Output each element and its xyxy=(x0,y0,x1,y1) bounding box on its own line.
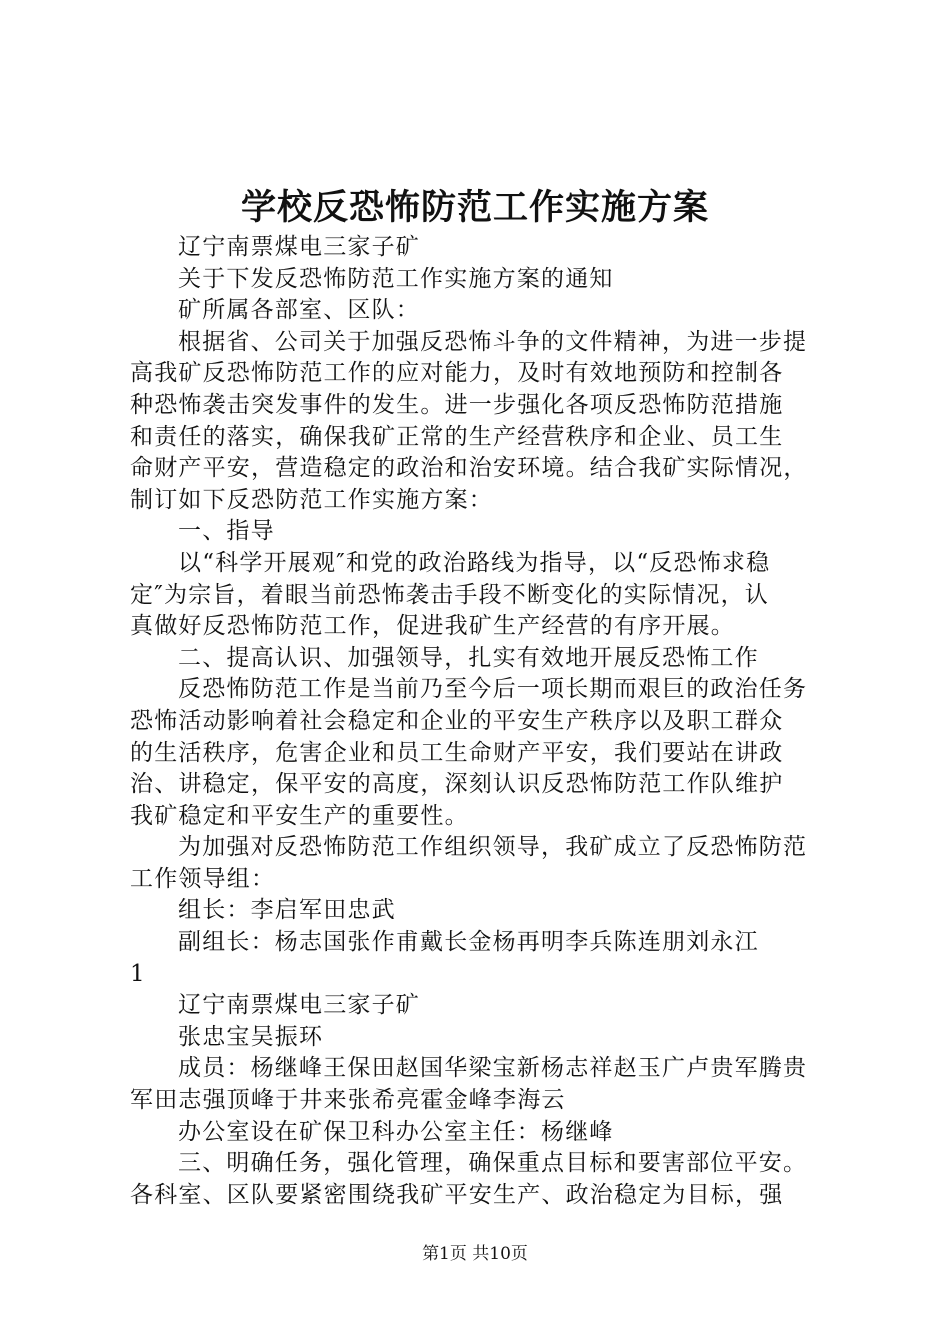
text-line: 一、指导 xyxy=(178,518,275,545)
text-line: 种恐怖袭击突发事件的发生。进一步强化各项反恐怖防范措施 xyxy=(130,391,784,418)
text-line: 我矿稳定和平安生产的重要性。 xyxy=(130,802,469,829)
text-line: 二、提高认识、加强领导，扎实有效地开展反恐怖工作 xyxy=(178,644,759,671)
text-line: 组长：李启军田忠武 xyxy=(178,897,396,924)
text-line: 的生活秩序，危害企业和员工生命财产平安，我们要站在讲政 xyxy=(130,739,784,766)
document-body xyxy=(130,232,835,1211)
text-line: 辽宁南票煤电三家子矿 xyxy=(178,992,420,1019)
text-line: 副组长：杨志国张作甫戴长金杨再明李兵陈连朋刘永江 xyxy=(178,929,759,956)
text-line: 1 xyxy=(130,960,146,987)
text-line: 三、明确任务，强化管理，确保重点目标和要害部位平安。 xyxy=(178,1150,808,1177)
text-line: 办公室设在矿保卫科办公室主任：杨继峰 xyxy=(178,1118,614,1145)
page-number: 第1页 共10页 xyxy=(422,1244,528,1264)
text-line: 军田志强顶峰于井来张希亮霍金峰李海云 xyxy=(130,1087,566,1114)
text-line: 为加强对反恐怖防范工作组织领导，我矿成立了反恐怖防范 xyxy=(178,834,808,861)
text-line: 和责任的落实，确保我矿正常的生产经营秩序和企业、员工生 xyxy=(130,423,784,450)
text-line: 张忠宝吴振环 xyxy=(178,1023,324,1050)
text-line: 治、讲稳定，保平安的高度，深刻认识反恐怖防范工作队维护 xyxy=(130,771,784,798)
document-title: 学校反恐怖防范工作实施方案 xyxy=(240,187,709,228)
text-line: 根据省、公司关于加强反恐怖斗争的文件精神，为进一步提 xyxy=(178,328,808,355)
text-line: 各科室、区队要紧密围绕我矿平安生产、政治稳定为目标，强 xyxy=(130,1181,784,1208)
text-line: 高我矿反恐怖防范工作的应对能力，及时有效地预防和控制各 xyxy=(130,360,784,387)
text-line: 矿所属各部室、区队： xyxy=(178,297,420,324)
text-line: 恐怖活动影响着社会稳定和企业的平安生产秩序以及职工群众 xyxy=(130,707,784,734)
text-line: 定″为宗旨，着眼当前恐怖袭击手段不断变化的实际情况，认 xyxy=(130,581,769,608)
text-line: 辽宁南票煤电三家子矿 xyxy=(178,234,420,260)
text-line: 工作领导组： xyxy=(130,865,276,892)
text-line: 命财产平安，营造稳定的政治和治安环境。结合我矿实际情况， xyxy=(130,455,808,482)
text-line: 以“科学开展观″和党的政治路线为指导，以“反恐怖求稳 xyxy=(178,549,771,576)
text-line: 反恐怖防范工作是当前乃至今后一项长期而艰巨的政治任务 xyxy=(178,676,808,703)
text-line: 成员：杨继峰王保田赵国华梁宝新杨志祥赵玉广卢贵军腾贵 xyxy=(178,1055,808,1082)
text-line: 关于下发反恐怖防范工作实施方案的通知 xyxy=(178,265,614,292)
text-line: 制订如下反恐防范工作实施方案： xyxy=(130,486,493,513)
text-line: 真做好反恐怖防范工作，促进我矿生产经营的有序开展。 xyxy=(130,613,735,640)
